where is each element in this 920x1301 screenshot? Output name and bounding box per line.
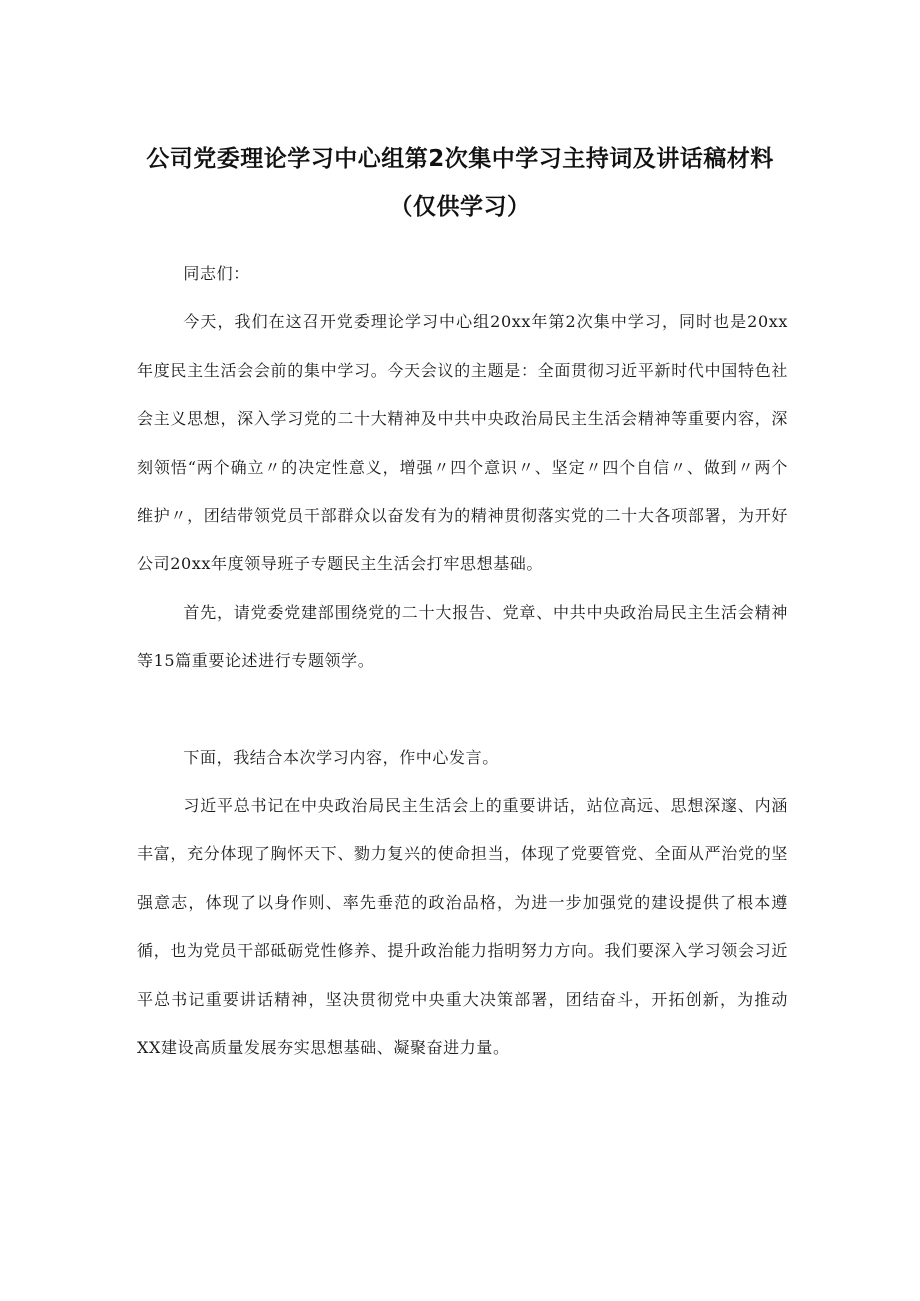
paragraph-speech-body: 习近平总书记在中央政治局民主生活会上的重要讲话，站位高远、思想深邃、内涵丰富，充分体现了胸怀天下、勠力复兴的使命担当，体现了党要管党、全面从严治党的坚强意志，体现了以身作则、率先垂范的政治品格，为进一步加强党的建设提供了根本遵循，也为党员干部砥砺党性修养、提升政治能力指明努力方向。我们要深入学习领会习近平总书记重要讲话精神，坚决贯彻党中央重大决策部署，团结奋斗，开拓创新，为推动XX建设高质量发展夯实思想基础、凝聚奋进力量。 [137, 796, 788, 1058]
paragraph-speech-intro: 下面，我结合本次学习内容，作中心发言。 [183, 747, 499, 767]
greeting: 同志们： [183, 264, 250, 283]
paragraph-gap [137, 686, 788, 734]
document-subtitle: （仅供学习） [389, 194, 531, 220]
paragraph-first-study: 首先，请党委党建部围绕党的二十大报告、党章、中共中央政治局民主生活会精神等15篇重要论述进行专题领学。 [137, 602, 788, 671]
document-body [137, 250, 788, 1073]
document-title: 公司党委理论学习中心组第2次集中学习主持词及讲话稿材料 [146, 146, 774, 172]
paragraph-opening: 今天，我们在这召开党委理论学习中心组20xx年第2次集中学习，同时也是20xx年度民主生活会会前的集中学习。今天会议的主题是：全面贯彻习近平新时代中国特色社会主义思想，深入学习党的二十大精神及中共中央政治局民主生活会精神等重要内容，深刻领悟“两个确立〃的决定性意义，增强〃四个意识〃、坚定〃四个自信〃、做到〃两个维护〃，团结带领党员干部群众以奋发有为的精神贯彻落实党的二十大各项部署，为开好公司20xx年度领导班子专题民主生活会打牢思想基础。 [137, 312, 788, 574]
